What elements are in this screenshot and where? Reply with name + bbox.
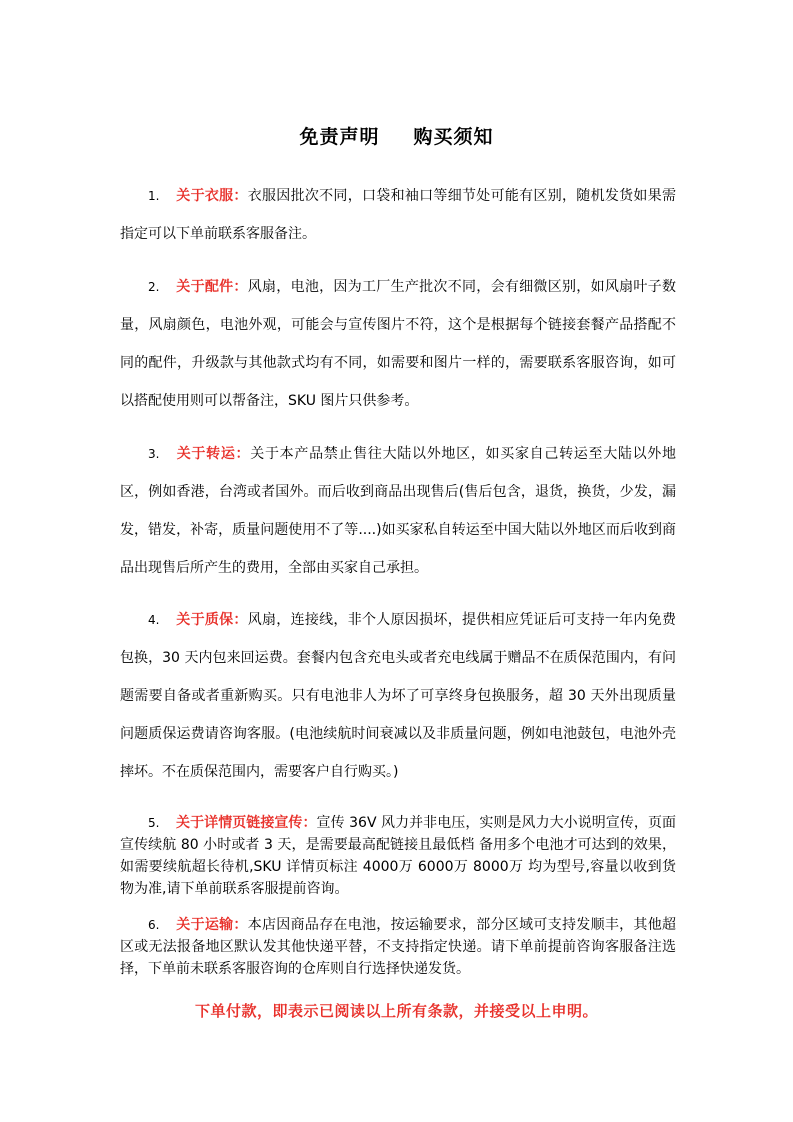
clause-detail-page <box>120 812 676 900</box>
clause-number: 6. <box>148 918 160 932</box>
clause-label: 关于运输： <box>176 917 248 933</box>
title-disclaimer: 免责声明 <box>299 126 380 148</box>
clause-number: 5. <box>148 816 160 830</box>
clause-label: 关于衣服： <box>176 188 248 204</box>
page-title <box>0 122 793 149</box>
clause-transshipment <box>120 435 676 587</box>
clause-text: 风扇，连接线，非个人原因损坏，提供相应凭证后可支持一年内免费包换，30 天内包来回运费。套餐内包含充电头或者充电线属于赠品不在质保范围内，有问题需要自备或者重新购买。只有电池非人为坏了可享终身包换服务，超 30 天外出现质量问题质保运费请咨询客服。(电池续航时间衰减以及非质量问题，例如电池鼓包，电池外壳摔坏。不在质保范围内，需要客户自行购买。) <box>120 612 677 780</box>
clause-number: 3. <box>148 447 160 461</box>
clause-text: 宣传 36V 风力并非电压，实则是风力大小说明宣传，页面宣传续航 80 小时或者 3 天，是需要最高配链接且最低档 备用多个电池才可达到的效果，如需要续航超长待机,SKU 详情页标注 4000万 6000万 8000万 均为型号,容量以收到货物为准,请下单前联系客服提前咨询。 <box>120 815 677 897</box>
clause-clothing <box>120 177 676 253</box>
acceptance-notice: 下单付款，即表示已阅读以上所有条款，并接受以上申明。 <box>194 1002 598 1020</box>
clause-warranty <box>120 601 676 791</box>
clause-number: 1. <box>148 189 160 203</box>
title-purchase-notice: 购买须知 <box>413 126 494 148</box>
clause-number: 4. <box>148 613 160 627</box>
clause-label: 关于转运： <box>176 446 251 462</box>
clause-label: 关于配件： <box>176 279 248 295</box>
clause-text: 衣服因批次不同，口袋和袖口等细节处可能有区别，随机发货如果需指定可以下单前联系客服备注。 <box>120 188 677 242</box>
clause-label: 关于详情页链接宣传： <box>176 815 317 831</box>
clause-text: 关于本产品禁止售往大陆以外地区，如买家自己转运至大陆以外地区，例如香港，台湾或者国外。而后收到商品出现售后(售后包含，退货，换货，少发，漏发，错发，补寄，质量问题使用不了等....)如买家私自转运至中国大陆以外地区而后收到商品出现售后所产生的费用，全部由买家自己承担。 <box>120 446 677 576</box>
clause-text: 本店因商品存在电池，按运输要求，部分区域可支持发顺丰，其他超区或无法报备地区默认发其他快递平替，不支持指定快递。请下单前提前咨询客服备注选择，下单前未联系客服咨询的仓库则自行选择快递发货。 <box>120 917 677 977</box>
clause-accessories <box>120 268 676 420</box>
clause-text: 风扇，电池，因为工厂生产批次不同，会有细微区别，如风扇叶子数量，风扇颜色，电池外观，可能会与宣传图片不符，这个是根据每个链接套餐产品搭配不同的配件，升级款与其他款式均有不同，如需要和图片一样的，需要联系客服咨询，如可以搭配使用则可以帮备注，SKU 图片只供参考。 <box>120 279 677 409</box>
clause-shipping <box>120 914 676 980</box>
clause-number: 2. <box>148 280 160 294</box>
clause-label: 关于质保： <box>176 612 248 628</box>
